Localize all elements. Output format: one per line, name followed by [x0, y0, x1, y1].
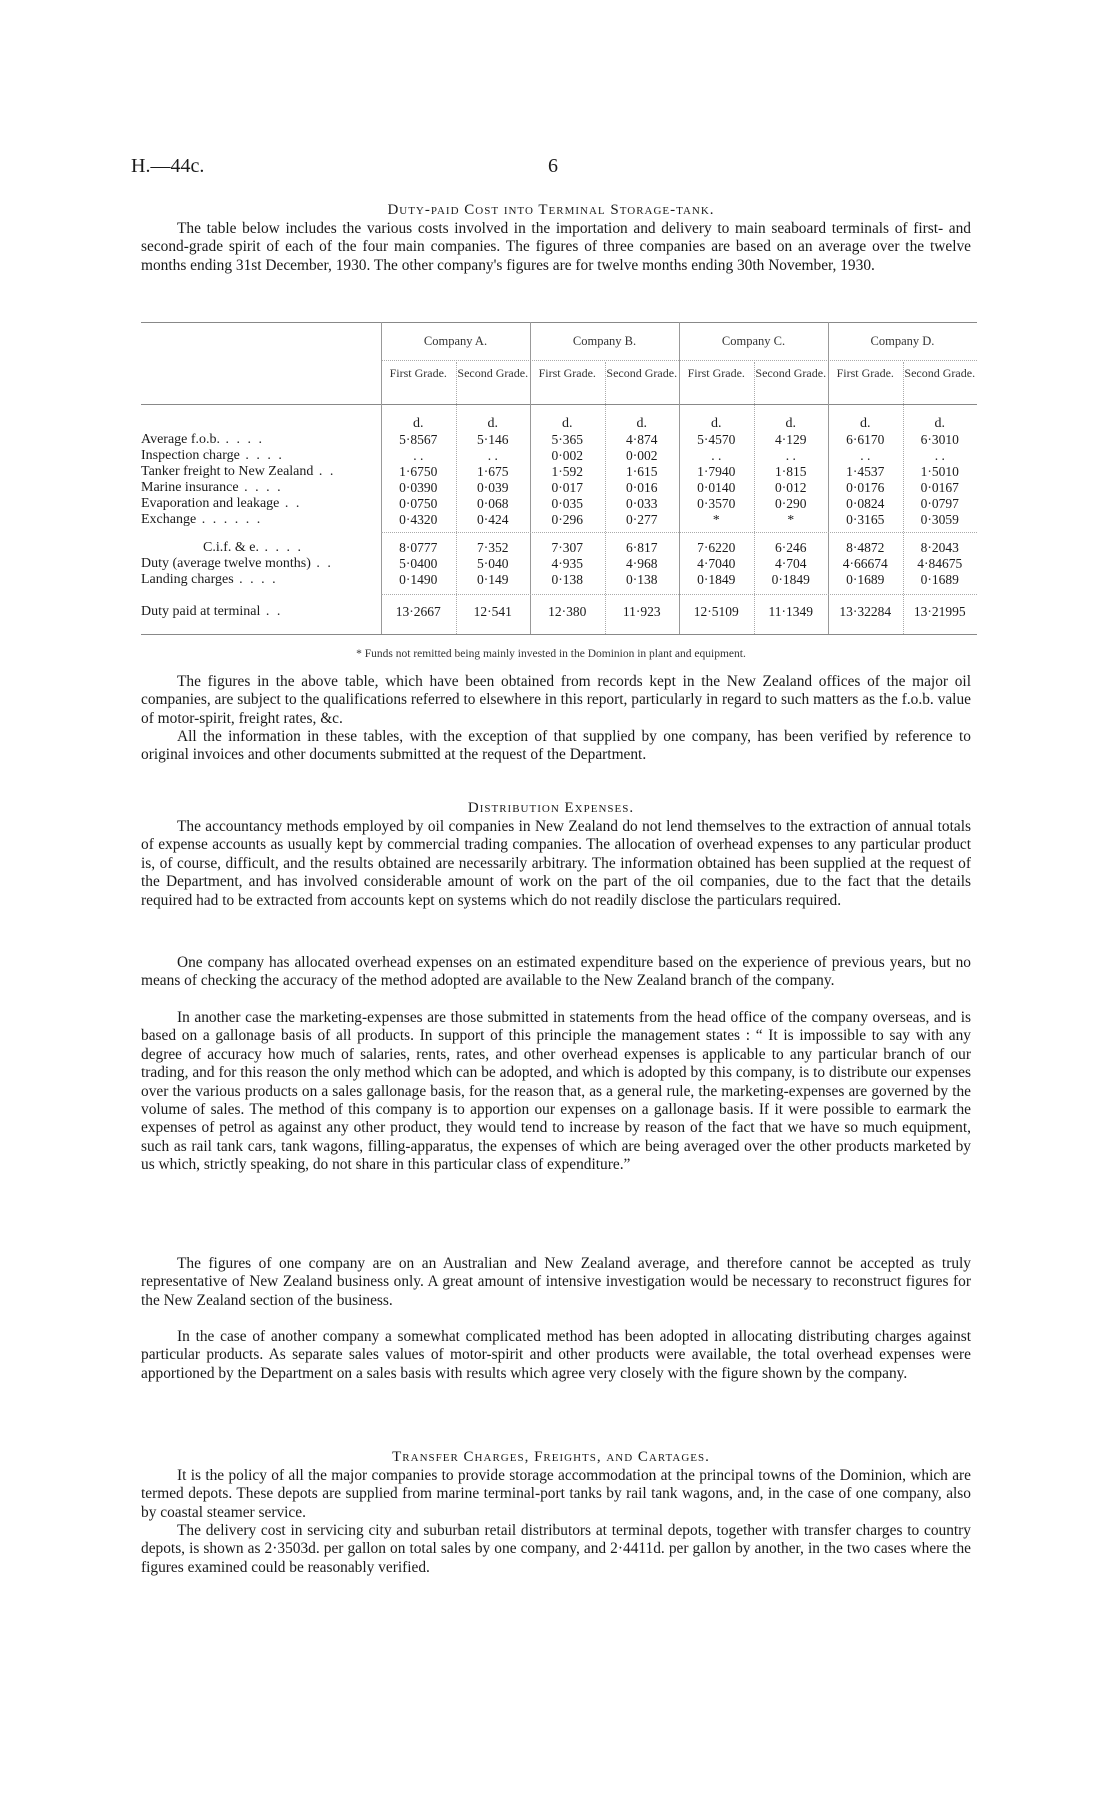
unit-label: d.: [636, 416, 647, 431]
paragraph-verification: All the information in these tables, with the exception of that supplied by one company, has been verified by reference to original invoices and other documents submitted at the request of the Department.: [141, 728, 971, 764]
table-cell: 0·0797: [920, 496, 959, 511]
paragraph-depots: It is the policy of all the major companies to provide storage accommodation at the principal towns of the Dominion, which are termed depots. These depots are supplied from marine terminal-port tanks by rail tank wagons, and, in the case of one company, also by coastal steamer service.: [141, 1467, 971, 1521]
table-footnote: * Funds not remitted being mainly invested in the Dominion in plant and equipment.: [356, 648, 746, 660]
company-header: Company D.: [870, 334, 935, 348]
table-cell: 4·66674: [842, 556, 888, 571]
table-cell: 11·1349: [768, 604, 813, 619]
table-cell: 4·129: [775, 432, 807, 447]
table-header-rule: [141, 404, 977, 405]
paragraph-figures: The figures in the above table, which have been obtained from records kept in the New Zealand offices of the major oil companies, are subject to the qualifications referred to elsewhere in this report, particularly in regard to such matters as the f.o.b. value of motor-spirit, freight rates, &c.: [141, 673, 971, 727]
table-cell: 12·380: [548, 604, 587, 619]
row-label-text: Marine insurance: [141, 480, 239, 495]
leader-dots: . .: [310, 556, 333, 571]
table-cell: 0·0176: [846, 480, 885, 495]
table-cell: 4·874: [626, 432, 658, 447]
table-cell: . .: [860, 448, 871, 463]
table-cell: 12·5109: [693, 604, 739, 619]
table-cell: . .: [487, 448, 498, 463]
row-label-text: Landing charges: [141, 572, 234, 587]
table-cell: . .: [785, 448, 796, 463]
table-cell: 5·4570: [697, 432, 736, 447]
table-cell: 0·138: [626, 572, 658, 587]
table-cell: 7·352: [477, 540, 509, 555]
table-cell: . .: [711, 448, 722, 463]
leader-dots: . .: [260, 604, 283, 619]
table-cell: 5·146: [477, 432, 509, 447]
table-cell: 0·1849: [697, 572, 736, 587]
table-cell: 0·033: [626, 496, 658, 511]
row-label: [141, 496, 301, 512]
row-label: [141, 480, 283, 496]
table-cell: 0·016: [626, 480, 658, 495]
unit-label: d.: [487, 416, 498, 431]
table-cell: 13·2667: [395, 604, 441, 619]
paragraph-one-company: One company has allocated overhead expenses on an estimated expenditure based on the experience of previous years, but no means of checking the accuracy of the method adopted are available to the New Zealand branch of the company.: [141, 954, 971, 990]
paragraph-delivery-cost: The delivery cost in servicing city and suburban retail distributors at terminal depots, together with transfer charges to country depots, is shown as 2·3503d. per gallon on total sales by one company, and 2·4411d. per gallon by another, in the two cases where the figures examined could be reasonably verified.: [141, 1522, 971, 1576]
row-label: [141, 556, 333, 572]
grade-header: Second Grade.: [606, 366, 678, 380]
subtotal-rule: [381, 532, 977, 533]
company-header: Company C.: [721, 334, 786, 348]
page-number: 6: [548, 155, 558, 177]
table-cell: 7·6220: [697, 540, 736, 555]
grade-header: First Grade.: [836, 366, 894, 380]
table-cell: 5·040: [477, 556, 509, 571]
table-cell: 0·0390: [399, 480, 438, 495]
unit-label: d.: [562, 416, 573, 431]
paragraph-accountancy: The accountancy methods employed by oil companies in New Zealand do not lend themselves to the extraction of annual totals of expense accounts as usually kept by commercial trading companies. The allocation of overhead expenses to any particular product is, of course, difficult, and the results obtained are necessarily arbitrary. The information obtained has been supplied at the request of the Department, and has involved considerable amount of work on the part of the oil companies, due to the fact that the details required had to be extracted from accounts kept on systems which do not readily disclose the particulars required.: [141, 818, 971, 909]
table-cell: 1·7940: [697, 464, 736, 479]
intro-paragraph: The table below includes the various costs involved in the importation and delivery to main seaboard terminals of first- and second-grade spirit of each of the four main companies. The figures of three companies are based on an average over the twelve months ending 31st December, 1930. The other company's figures are for twelve months ending 30th November, 1930.: [141, 220, 971, 274]
table-cell: . .: [413, 448, 424, 463]
table-cell: 6·246: [775, 540, 807, 555]
table-cell: 8·0777: [399, 540, 438, 555]
table-cell: 6·3010: [920, 432, 959, 447]
table-cell: 4·84675: [917, 556, 963, 571]
cost-table: [141, 322, 977, 640]
grade-header: First Grade.: [538, 366, 596, 380]
table-cell: 1·5010: [920, 464, 959, 479]
document-reference: H.—44c.: [131, 155, 205, 177]
table-cell: 4·935: [551, 556, 583, 571]
table-bottom-rule: [141, 634, 977, 635]
table-cell: 5·365: [551, 432, 583, 447]
section-title-duty-paid: Duty-paid Cost into Terminal Storage-tank.: [387, 202, 715, 218]
table-cell: 8·4872: [846, 540, 885, 555]
grade-header: Second Grade.: [755, 366, 827, 380]
table-cell: 0·4320: [399, 512, 438, 527]
table-cell: *: [787, 512, 795, 527]
table-cell: 13·21995: [913, 604, 966, 619]
row-label: [141, 512, 262, 528]
grade-header: Second Grade.: [457, 366, 529, 380]
table-cell: 1·815: [775, 464, 807, 479]
table-cell: 0·290: [775, 496, 807, 511]
row-label: [141, 572, 278, 588]
unit-label: d.: [860, 416, 871, 431]
leader-dots: . .: [279, 496, 302, 511]
leader-dots: . . . .: [233, 572, 278, 587]
table-cell: 12·541: [473, 604, 512, 619]
table-cell: 1·4537: [846, 464, 885, 479]
paragraph-another-case: In another case the marketing-expenses are those submitted in statements from the head office of the company overseas, and is based on a gallonage basis of all products. In support of this principle the management states : “ It is impossible to say with any degree of accuracy how much of salaries, rents, rates, and other overhead expenses is applicable to any particular branch of our trading, and for this reason the only method which can be adopted, and which is adopted by this company, is to distribute our expenses over the various products on a sales gallonage basis, for the reason that, as a general rule, the marketing-expenses are governed by the volume of sales. The method of this company is to apportion our expenses on a gallonage basis. If it were possible to earmark the expenses of petrol as against any other product, they would tend to increase by reason of the fact that we have so much equipment, such as rail tank cars, tank wagons, filling-apparatus, the expenses of which are being averaged over the other products marketed by us which, strictly speaking, do not share in this particular class of expenditure.”: [141, 1009, 971, 1174]
table-cell: 0·035: [551, 496, 583, 511]
table-cell: 13·32284: [839, 604, 892, 619]
table-cell: 0·149: [477, 572, 509, 587]
row-label-text: Exchange: [141, 512, 197, 527]
row-label-text: Average f.o.b.: [141, 432, 221, 447]
table-cell: . .: [934, 448, 945, 463]
table-cell: 0·1689: [846, 572, 885, 587]
row-label-text: C.i.f. & e.: [203, 540, 259, 555]
row-label-text: Evaporation and leakage: [141, 496, 280, 511]
table-cell: 8·2043: [920, 540, 959, 555]
leader-dots: . . . . . .: [196, 512, 263, 527]
row-label-text: Tanker freight to New Zealand: [141, 464, 314, 479]
table-cell: 5·8567: [399, 432, 438, 447]
row-label-text: Duty (average twelve months): [141, 556, 311, 571]
row-label: [141, 432, 264, 448]
total-rule: [381, 594, 977, 595]
table-cell: 0·017: [551, 480, 583, 495]
row-label: [141, 604, 282, 620]
leader-dots: . . . .: [220, 432, 265, 447]
table-cell: *: [712, 512, 720, 527]
company-header: Company A.: [423, 334, 488, 348]
table-cell: 0·1849: [771, 572, 810, 587]
table-cell: 0·002: [551, 448, 583, 463]
section-title-transfer: Transfer Charges, Freights, and Cartages.: [392, 1449, 710, 1465]
table-cell: 11·923: [622, 604, 661, 619]
table-cell: 0·277: [626, 512, 658, 527]
table-cell: 0·068: [477, 496, 509, 511]
paragraph-australian-average: The figures of one company are on an Australian and New Zealand average, and therefore cannot be accepted as truly representative of New Zealand business only. A great amount of intensive investigation would be necessary to reconstruct figures for the New Zealand section of the business.: [141, 1255, 971, 1309]
row-label: [141, 464, 335, 480]
table-cell: 0·0167: [920, 480, 959, 495]
table-cell: 1·615: [626, 464, 658, 479]
table-cell: 4·704: [775, 556, 807, 571]
unit-label: d.: [785, 416, 796, 431]
row-label-text: Duty paid at terminal: [141, 604, 261, 619]
table-cell: 0·296: [551, 512, 583, 527]
unit-label: d.: [413, 416, 424, 431]
table-cell: 0·1490: [399, 572, 438, 587]
leader-dots: . . . .: [259, 540, 303, 555]
table-cell: 0·012: [775, 480, 807, 495]
table-cell: 0·3570: [697, 496, 736, 511]
table-cell: 0·424: [477, 512, 509, 527]
table-cell: 4·968: [626, 556, 658, 571]
section-title-distribution: Distribution Expenses.: [467, 800, 635, 816]
table-cell: 6·6170: [846, 432, 885, 447]
table-cell: 1·592: [551, 464, 583, 479]
table-top-rule: [141, 322, 977, 323]
table-cell: 0·039: [477, 480, 509, 495]
grade-header: First Grade.: [687, 366, 745, 380]
table-cell: 0·1689: [920, 572, 959, 587]
table-cell: 4·7040: [697, 556, 736, 571]
row-label: [203, 540, 303, 556]
unit-label: d.: [711, 416, 722, 431]
grade-header: First Grade.: [389, 366, 447, 380]
row-label: [141, 448, 284, 464]
company-header: Company B.: [572, 334, 637, 348]
leader-dots: . . . .: [239, 448, 284, 463]
table-cell: 0·002: [626, 448, 658, 463]
table-cell: 0·0824: [846, 496, 885, 511]
table-cell: 6·817: [626, 540, 658, 555]
grade-header: Second Grade.: [904, 366, 976, 380]
table-cell: 1·6750: [399, 464, 438, 479]
table-cell: 0·138: [551, 572, 583, 587]
table-cell: 0·0750: [399, 496, 438, 511]
unit-label: d.: [934, 416, 945, 431]
table-cell: 1·675: [477, 464, 509, 479]
paragraph-complicated-method: In the case of another company a somewhat complicated method has been adopted in allocating distributing charges against particular products. As separate sales values of motor-spirit and other products were available, the total overhead expenses were apportioned by the Department on a sales basis with results which agree very closely with the figure shown by the company.: [141, 1328, 971, 1382]
table-cell: 0·3059: [920, 512, 959, 527]
table-cell: 0·0140: [697, 480, 736, 495]
table-cell: 0·3165: [846, 512, 885, 527]
table-cell: 5·0400: [399, 556, 438, 571]
table-cell: 7·307: [551, 540, 583, 555]
leader-dots: . .: [313, 464, 336, 479]
row-label-text: Inspection charge: [141, 448, 240, 463]
leader-dots: . . . .: [238, 480, 283, 495]
